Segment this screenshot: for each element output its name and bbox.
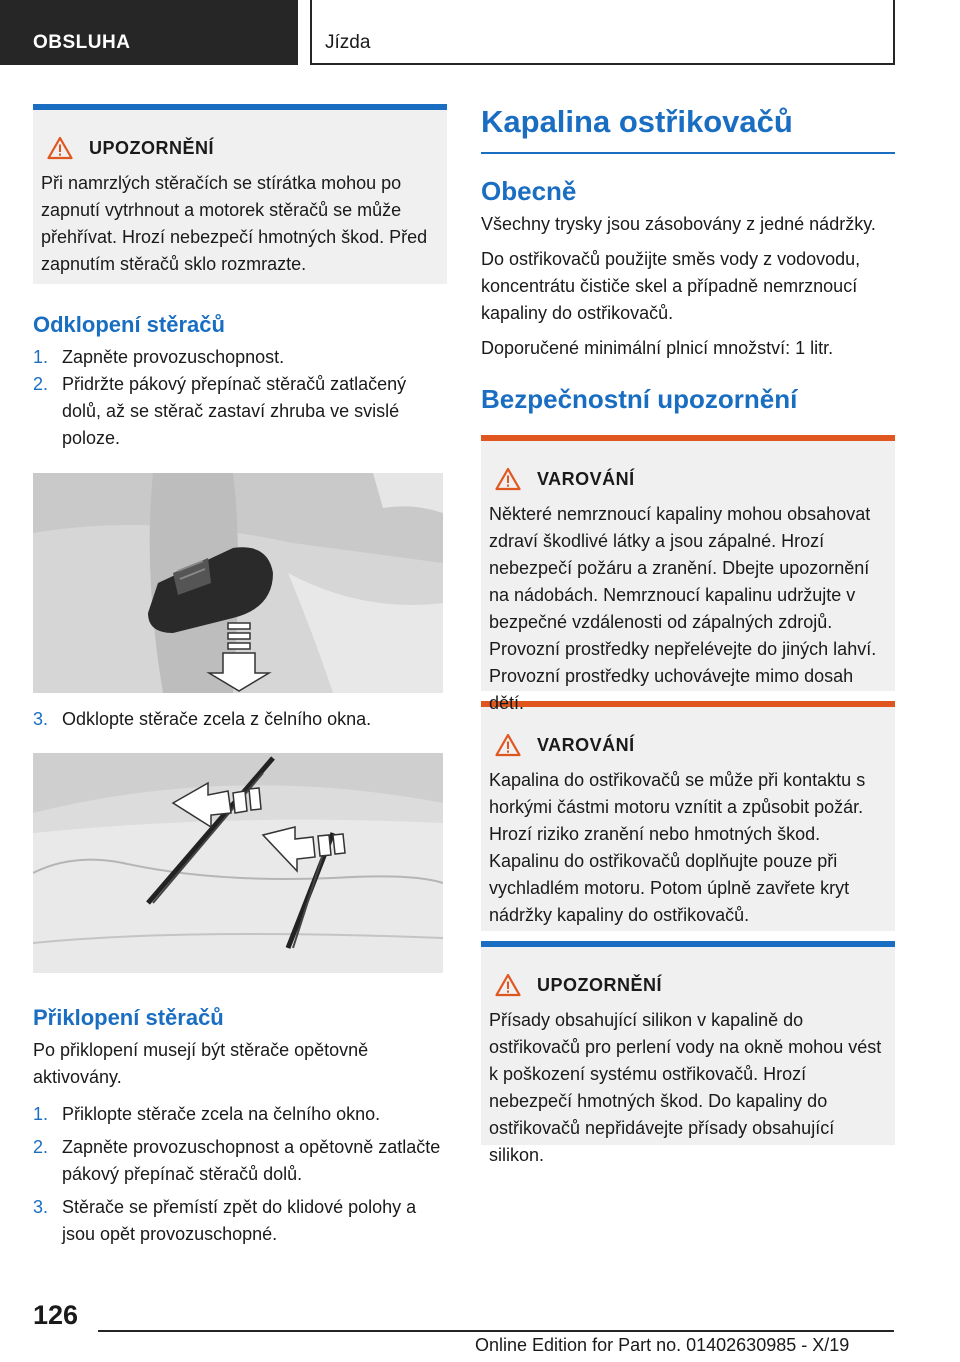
footer-divider [98,1330,894,1332]
notice-title-text: UPOZORNĚNÍ [89,137,215,158]
general-paragraph: Doporučené minimální plnicí množství: 1 litr. [481,338,834,358]
warning-text: Některé nemrznoucí kapaliny mohou obsahovat zdraví škodlivé látky a jsou zápalné. Hrozí nebezpečí požáru a zranění. Dbejte upozornění na nádobách. Nemrznoucí kapalinu udržujte v bezpečné vzdálenosti od zápalných zdrojů. Provozní prostředky nepřelévejte do jiných lahví. Provozní prostředky uchovávejte mimo dosah dětí. [489,504,877,713]
fold-out-steps [33,344,447,452]
right-column [481,104,895,1165]
page-number: 126 [33,1300,79,1330]
notice-text: Při namrzlých stěračích se stírátka mohou po zapnutí vytrhnout a motorek stěračů se může přehřívat. Hrozí nebezpečí hmotných škod. Před zapnutím stěračů sklo rozmrazte. [41,173,428,274]
warning-triangle-icon [47,136,73,160]
notice-title [47,136,439,160]
notice-text: Přísady obsahující silikon v kapalině do ostřikovačů pro perlení vody na okně mohou vést k poškození systému ostřikovačů. Hrozí nebezpečí hmotných škod. Do kapaliny do ostřikovačů nepřidávejte přísady obsahující silikon. [489,1010,882,1165]
list-item: 3. Stěrače se přemístí zpět do klidové polohy a jsou opět provozuschopné. [33,1197,417,1244]
warning-title: VAROVÁNÍ [495,467,887,491]
list-item: 3. Odklopte stěrače zcela z čelního okna. [33,709,372,729]
figure-wiper-lever [33,473,443,693]
page-header [0,0,960,66]
section-heading-safety: Bezpečnostní upozornění [481,384,798,414]
list-item: 2. Zapněte provozuschopnost a opětovně zatlačte pákový přepínač stěračů dolů. [33,1137,441,1184]
figure-wipers-folded [33,753,443,973]
notice-title: UPOZORNĚNÍ [495,973,887,997]
fold-out-steps-continued [33,706,447,733]
fold-in-intro: Po přiklopení musejí být stěrače opětovně aktivovány. [33,1040,369,1087]
warning-box-antifreeze [481,435,895,713]
fold-in-steps [33,1101,447,1248]
warning-triangle-icon [495,973,521,997]
left-column [33,104,447,1248]
section-heading-fold-out: Odklopení stěračů [33,312,225,337]
warning-text: Kapalina do ostřikovačů se může při kontaktu s horkými částmi motoru vznítit a způsobit požár. Hrozí riziko zranění nebo hmotných škod. Kapalinu do ostřikovačů doplňujte pouze při vychladlém motoru. Potom úplně zavřete kryt nádržky kapaliny do ostřikovačů. [489,770,866,925]
list-item: 1. Přiklopte stěrače zcela na čelního okno. [33,1104,381,1124]
warning-triangle-icon [495,733,521,757]
section-label: OBSLUHA [0,0,298,65]
page-title: Kapalina ostřikovačů [481,104,895,154]
warning-triangle-icon [495,467,521,491]
general-paragraph: Do ostřikovačů použijte směs vody z vodovodu, koncentrátu čističe skel a případně nemrznoucí kapaliny do ostřikovačů. [481,249,861,323]
notice-box-frozen-wipers [33,104,447,284]
section-heading-fold-in: Přiklopení stěračů [33,1005,224,1030]
notice-box-silicone [481,941,895,1165]
warning-title: VAROVÁNÍ [495,733,887,757]
general-paragraph: Všechny trysky jsou zásobovány z jedné nádržky. [481,214,876,234]
list-item: 2. Přidržte pákový přepínač stěračů zatlačený dolů, až se stěrač zastaví zhruba ve svislé poloze. [33,374,407,448]
warning-box-fire [481,701,895,931]
wiper-lever-illustration [33,473,443,693]
wipers-windshield-illustration [33,753,443,973]
edition-label: Online Edition for Part no. 01402630985 - X/19 [475,1335,850,1355]
chapter-label: Jízda [310,0,895,65]
list-item: 1. Zapněte provozuschopnost. [33,347,285,367]
section-heading-general: Obecně [481,176,577,206]
